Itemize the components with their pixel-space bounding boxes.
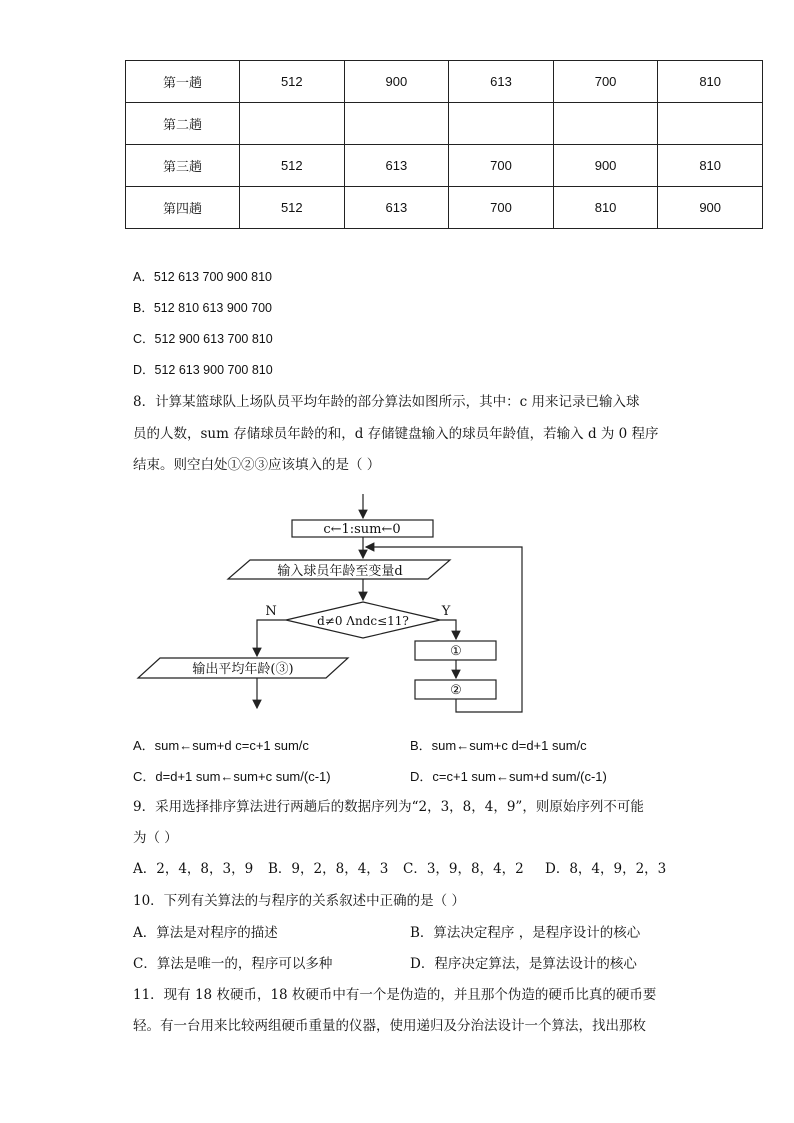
table-row xyxy=(126,61,763,103)
table-cell: 900 xyxy=(658,187,763,229)
q7-option-d: D．512 613 900 700 810 xyxy=(133,363,273,377)
no-branch-arrow xyxy=(257,620,286,656)
table-cell: 900 xyxy=(344,61,449,103)
q9-stem-line-1: 9．采用选择排序算法进行两趟后的数据序列为“2，3，8，4，9”，则原始序列不可能 xyxy=(133,799,644,815)
q8-option-b: B．sum←sum+c d=d+1 sum/c xyxy=(410,738,587,753)
table-cell: 613 xyxy=(344,145,449,187)
row-label: 第三趟 xyxy=(126,145,240,187)
q8-option-d: D．c=c+1 sum←sum+d sum/(c-1) xyxy=(410,769,607,784)
table-cell xyxy=(344,103,449,145)
table-cell: 810 xyxy=(658,61,763,103)
table-cell xyxy=(553,103,658,145)
table-cell: 613 xyxy=(344,187,449,229)
q7-option-a: A．512 613 700 900 810 xyxy=(133,270,273,284)
table-cell: 512 xyxy=(240,187,345,229)
table-cell: 700 xyxy=(553,61,658,103)
yes-label: Y xyxy=(441,604,451,619)
q10-option-a: A．算法是对程序的描述 xyxy=(133,925,278,941)
yes-branch-arrow xyxy=(440,620,456,639)
table-cell: 700 xyxy=(449,145,554,187)
q7-option-b: B．512 810 613 900 700 xyxy=(133,301,273,315)
q10-stem: 10．下列有关算法的与程序的关系叙述中正确的是（ ） xyxy=(133,893,465,909)
q10-option-d: D．程序决定算法，是算法设计的核心 xyxy=(410,956,637,972)
table-row xyxy=(126,187,763,229)
q8-option-a: A．sum←sum+d c=c+1 sum/c xyxy=(133,738,309,753)
table-cell: 700 xyxy=(449,187,554,229)
row-label: 第四趟 xyxy=(126,187,240,229)
no-label: N xyxy=(265,604,277,619)
table-cell xyxy=(240,103,345,145)
table-cell: 613 xyxy=(449,61,554,103)
table-cell: 512 xyxy=(240,145,345,187)
q9-option-d: D．8，4，9，2，3 xyxy=(545,861,667,877)
table-cell: 512 xyxy=(240,61,345,103)
q7-option-c: C．512 900 613 700 810 xyxy=(133,332,273,346)
q9-option-a: A．2，4，8，3，9 xyxy=(133,861,254,877)
q10-option-c: C．算法是唯一的，程序可以多种 xyxy=(133,956,333,972)
output-text: 输出平均年龄(③) xyxy=(192,662,294,677)
step2-text: ② xyxy=(450,683,462,698)
q11-stem-line-2: 轻。有一台用来比较两组硬币重量的仪器，使用递归及分治法设计一个算法，找出那枚 xyxy=(133,1018,646,1034)
q8-stem-line-1: 8．计算某篮球队上场队员平均年龄的部分算法如图所示，其中：c 用来记录已输入球 xyxy=(133,394,640,410)
step1-text: ① xyxy=(450,644,462,659)
q8-stem-line-3: 结束。则空白处①②③应该填入的是（ ） xyxy=(133,457,381,473)
q10-option-b: B．算法决定程序 ，是程序设计的核心 xyxy=(410,925,641,941)
q8-flowchart xyxy=(130,488,530,718)
condition-text: d≠0 Λndc≤11? xyxy=(317,614,409,628)
table-cell xyxy=(658,103,763,145)
row-label: 第二趟 xyxy=(126,103,240,145)
q9-stem-line-2: 为（ ） xyxy=(133,830,178,846)
q8-stem-line-2: 员的人数，sum 存储球员年龄的和，d 存储键盘输入的球员年龄值，若输入 d 为 0 程序 xyxy=(133,426,659,442)
q11-stem-line-1: 11．现有 18 枚硬币，18 枚硬币中有一个是伪造的，并且那个伪造的硬币比真的硬币要 xyxy=(133,987,657,1003)
row-label: 第一趟 xyxy=(126,61,240,103)
q9-option-c: C．3，9，8，4，2 xyxy=(403,861,524,877)
input-text: 输入球员年龄至变量d xyxy=(277,564,403,579)
table-cell: 810 xyxy=(658,145,763,187)
sort-pass-table xyxy=(125,60,763,229)
table-row xyxy=(126,103,763,145)
init-text: c←1:sum←0 xyxy=(323,522,401,537)
q8-option-c: C．d=d+1 sum←sum+c sum/(c-1) xyxy=(133,769,331,784)
q9-option-b: B．9，2，8，4，3 xyxy=(268,861,389,877)
table-row xyxy=(126,145,763,187)
table-cell: 900 xyxy=(553,145,658,187)
table-cell: 810 xyxy=(553,187,658,229)
table-cell xyxy=(449,103,554,145)
